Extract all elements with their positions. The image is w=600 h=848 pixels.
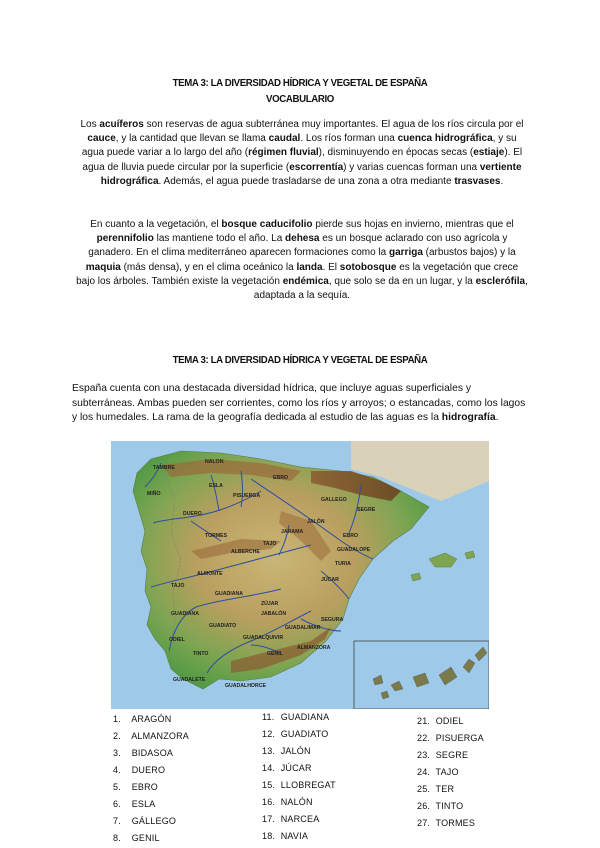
legend-item bbox=[262, 726, 336, 743]
map-label: ALMONTE bbox=[197, 571, 223, 577]
legend-item bbox=[262, 743, 336, 760]
section2-title: TEMA 3: LA DIVERSIDAD HÍDRICA Y VEGETAL DE ESPAÑA bbox=[172, 354, 428, 366]
legend-number: 12. bbox=[262, 729, 276, 739]
vocab-paragraph-2: En cuanto a la vegetación, el bosque caducifolio pierde sus hojas en invierno, mientras que el perennifolio las mantiene todo el año. La dehesa es un bosque aclarado con uso agrícola y ganadero. En el clima mediterráneo aparecen formaciones como la garriga (arbustos bajos) y la maquia (más densa), y en el clima oceánico la landa. El sotobosque es la vegetación que crece bajo los árboles. También existe la vegetación endémica, que solo se da en un lugar, y la esclerófila, adaptada a la sequía. bbox=[76, 219, 528, 302]
map-label: GALLEGO bbox=[321, 497, 347, 503]
bold-term: dehesa bbox=[285, 233, 320, 245]
legend-item bbox=[262, 828, 336, 845]
bold-term: cauce bbox=[87, 133, 116, 145]
legend-number: 25. bbox=[417, 784, 431, 794]
legend-river-name: JALÓN bbox=[278, 746, 311, 756]
map-label: GUADALQUIVIR bbox=[243, 635, 284, 641]
legend-number: 26. bbox=[417, 801, 431, 811]
legend-river-name: GENIL bbox=[129, 833, 160, 843]
map-label: GUADALETE bbox=[173, 677, 206, 683]
bold-term: bosque caducifolio bbox=[221, 219, 313, 230]
legend-number: 21. bbox=[417, 716, 431, 726]
map-label: JALÓN bbox=[307, 519, 325, 525]
hydro-intro-paragraph: España cuenta con una destacada diversidad hídrica, que incluye aguas superficiales y subterráneas. Ambas pueden ser corrientes, como los ríos y arroyos; o estancadas, como los lagos y los humedales. La rama de la geografía dedicada al estudio de las aguas es la hidrografía. bbox=[72, 383, 526, 423]
map-label: TINTO bbox=[193, 651, 209, 657]
map-label: GUADIATO bbox=[209, 623, 237, 629]
bold-term: garriga bbox=[388, 247, 423, 259]
legend-river-name: ALMANZORA bbox=[129, 731, 190, 741]
legend-item bbox=[417, 747, 484, 764]
legend-column-1 bbox=[113, 711, 189, 847]
legend-river-name: GÁLLEGO bbox=[129, 816, 177, 826]
legend-river-name: ARAGÓN bbox=[129, 714, 172, 724]
legend-river-name: BIDASOA bbox=[129, 748, 174, 758]
bold-term: acuíferos bbox=[99, 119, 144, 130]
legend-river-name: NARCEA bbox=[278, 814, 320, 824]
map-label: TORMES bbox=[205, 533, 228, 539]
legend-number: 24. bbox=[417, 767, 431, 777]
map-label: ODIEL bbox=[169, 637, 185, 643]
bold-term: esclerófila bbox=[475, 275, 526, 287]
map-label: DUERO bbox=[183, 511, 202, 517]
map-label: GUADALIMAR bbox=[285, 625, 321, 631]
legend-item bbox=[113, 728, 189, 745]
bold-term: caudal bbox=[268, 133, 301, 145]
legend-number: 13. bbox=[262, 746, 276, 756]
legend-river-name: PISUERGA bbox=[433, 733, 484, 743]
legend-number: 23. bbox=[417, 750, 431, 760]
map-label: JABALÓN bbox=[261, 611, 287, 617]
legend-river-name: TINTO bbox=[433, 801, 464, 811]
legend-number: 7. bbox=[113, 816, 121, 826]
map-label: EBRO bbox=[273, 475, 288, 481]
legend-river-name: LLOBREGAT bbox=[278, 780, 336, 790]
map-label: TAMBRE bbox=[153, 465, 175, 471]
legend-number: 1. bbox=[113, 714, 121, 724]
map-label: EBRO bbox=[343, 533, 358, 539]
map-label: NALON bbox=[205, 459, 224, 465]
legend-river-name: ODIEL bbox=[433, 716, 464, 726]
map-label: GUADIANA bbox=[171, 611, 199, 617]
legend-item bbox=[113, 796, 189, 813]
map-label: ZÚJAR bbox=[261, 601, 279, 607]
legend-column-3 bbox=[417, 713, 484, 832]
map-label: PISUERGA bbox=[233, 493, 261, 499]
legend-item bbox=[417, 730, 484, 747]
vocab-paragraph-1: Los acuíferos son reservas de agua subterránea muy importantes. El agua de los ríos circula por el cauce, y la cantidad que llevan se llama caudal. Los ríos forman una cuenca hidrográfica, y su agua puede variar a lo largo del año (régimen fluvial), disminuyendo en épocas secas (estiaje). El agua de lluvia puede circular por la superficie (escorrentía) y varias cuencas forman una vertiente hidrográfica. Además, el agua puede trasladarse de una zona a otra mediante trasvases. bbox=[80, 119, 524, 187]
map-label: SEGRE bbox=[357, 507, 376, 513]
bold-term: vertiente hidrográfica bbox=[100, 161, 522, 187]
map-label: GUADALOPE bbox=[337, 547, 371, 553]
bold-term: perennifolio bbox=[96, 233, 154, 245]
map-label: JÚCAR bbox=[321, 577, 339, 583]
legend-number: 22. bbox=[417, 733, 431, 743]
legend-item bbox=[113, 813, 189, 830]
legend-river-name: NAVIA bbox=[278, 831, 309, 841]
legend-item bbox=[113, 762, 189, 779]
bold-term: hidrografía bbox=[441, 412, 496, 423]
legend-river-name: TORMES bbox=[433, 818, 476, 828]
legend-river-name: EBRO bbox=[129, 782, 159, 792]
map-label: TAJO bbox=[263, 541, 277, 547]
map-label: ALMANZORA bbox=[297, 645, 331, 651]
legend-number: 15. bbox=[262, 780, 276, 790]
bold-term: régimen fluvial bbox=[248, 147, 319, 159]
bold-term: escorrentía bbox=[289, 161, 344, 173]
legend-number: 3. bbox=[113, 748, 121, 758]
map-label: GUADALHORCE bbox=[225, 683, 266, 689]
bold-term: maquia bbox=[85, 261, 121, 273]
legend-item bbox=[417, 815, 484, 832]
legend-item bbox=[262, 811, 336, 828]
bold-term: landa bbox=[296, 261, 323, 273]
legend-item bbox=[113, 745, 189, 762]
legend-river-name: GUADIATO bbox=[278, 729, 329, 739]
map-label: TURIA bbox=[335, 561, 351, 567]
map-label: JARAMA bbox=[281, 529, 304, 535]
legend-number: 14. bbox=[262, 763, 276, 773]
map-label: ESLA bbox=[209, 483, 223, 489]
legend-item bbox=[113, 711, 189, 728]
legend-item bbox=[262, 709, 336, 726]
legend-item bbox=[417, 781, 484, 798]
legend-item bbox=[417, 798, 484, 815]
bold-term: endémica bbox=[282, 275, 329, 287]
legend-river-name: ESLA bbox=[129, 799, 156, 809]
bold-term: sotobosque bbox=[339, 261, 397, 273]
legend-item bbox=[417, 764, 484, 781]
legend-number: 27. bbox=[417, 818, 431, 828]
legend-item bbox=[113, 779, 189, 796]
legend-number: 16. bbox=[262, 797, 276, 807]
legend-river-name: GUADIANA bbox=[278, 712, 330, 722]
section1-title: TEMA 3: LA DIVERSIDAD HÍDRICA Y VEGETAL DE ESPAÑA bbox=[172, 77, 428, 89]
legend-column-2 bbox=[262, 709, 336, 845]
legend-number: 5. bbox=[113, 782, 121, 792]
legend-river-name: TER bbox=[433, 784, 455, 794]
spain-rivers-map bbox=[111, 441, 489, 709]
legend-item bbox=[262, 777, 336, 794]
legend-number: 6. bbox=[113, 799, 121, 809]
legend-river-name: SEGRE bbox=[433, 750, 469, 760]
bold-term: estiaje bbox=[473, 147, 505, 159]
legend-river-name: TAJO bbox=[433, 767, 459, 777]
legend-river-name: JÚCAR bbox=[278, 763, 312, 773]
legend-item bbox=[113, 830, 189, 847]
map-label: GENIL bbox=[267, 651, 283, 657]
section1-subtitle: VOCABULARIO bbox=[266, 93, 334, 105]
legend-number: 2. bbox=[113, 731, 121, 741]
legend-item bbox=[262, 794, 336, 811]
legend-item bbox=[262, 760, 336, 777]
map-label: ALBERCHE bbox=[231, 549, 260, 555]
legend-number: 4. bbox=[113, 765, 121, 775]
legend-number: 11. bbox=[262, 712, 275, 722]
map-label: MIÑO bbox=[147, 491, 161, 497]
map-label: SEGURA bbox=[321, 617, 344, 623]
legend-number: 8. bbox=[113, 833, 121, 843]
legend-river-name: NALÓN bbox=[278, 797, 313, 807]
bold-term: cuenca hidrográfica bbox=[397, 133, 493, 145]
bold-term: trasvases bbox=[454, 175, 501, 187]
legend-number: 18. bbox=[262, 831, 276, 841]
map-label: TAJO bbox=[171, 583, 185, 589]
legend-item bbox=[417, 713, 484, 730]
legend-number: 17. bbox=[262, 814, 276, 824]
map-label: GUADIANA bbox=[215, 591, 243, 597]
legend-river-name: DUERO bbox=[129, 765, 166, 775]
